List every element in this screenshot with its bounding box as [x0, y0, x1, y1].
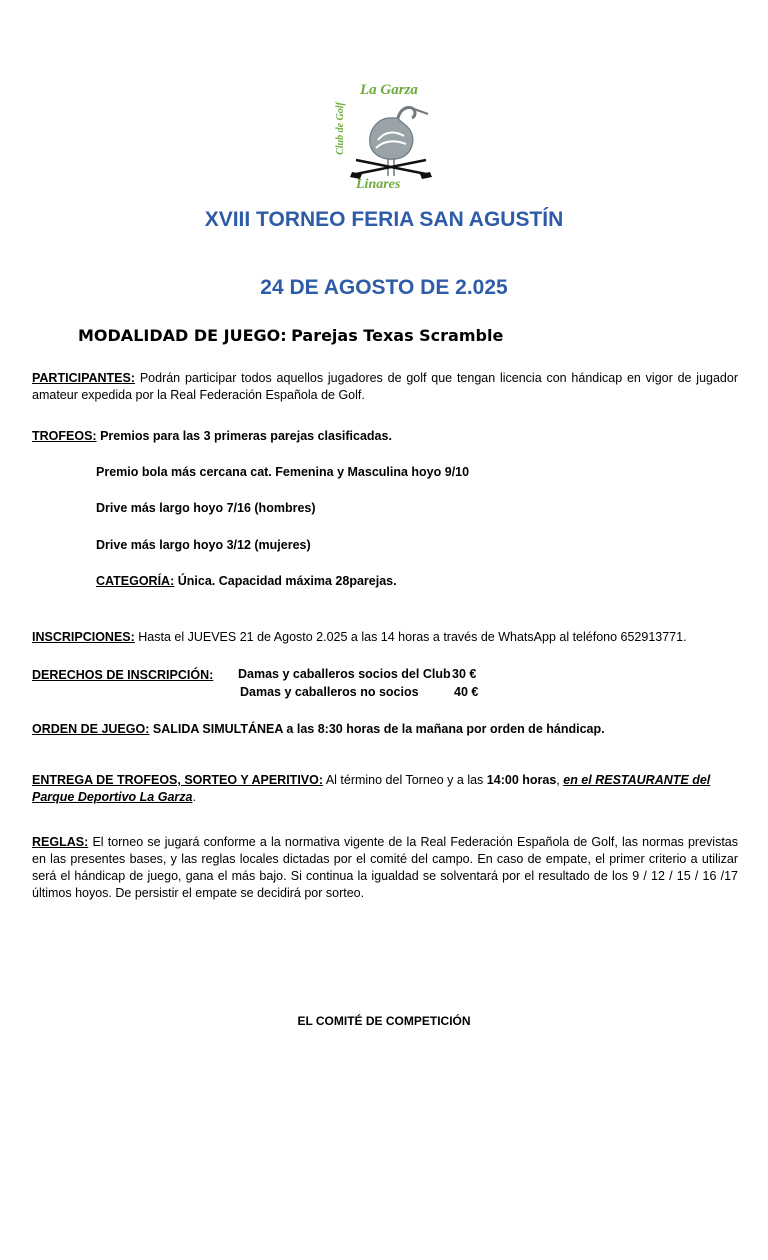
inscripciones-paragraph	[32, 629, 738, 646]
reglas-text: El torneo se jugará conforme a la normativa vigente de la Real Federación Española de Golf, las normas previstas en las presentes bases, y las reglas locales dictadas por el comité del campo. En caso de empate, el primer criterio a utilizar será el hándicap de juego, gana el más bajo. Si continua la igualdad se solventará por el resultado de los 9 / 12 / 15 / 16 /17 últimos hoyos. De persistir el empate se decidirá por sorteo.	[32, 835, 738, 900]
reglas-paragraph	[32, 834, 738, 902]
orden-paragraph	[32, 721, 738, 738]
entrega-comma: ,	[556, 773, 560, 787]
trofeo-item-drive-mujeres: Drive más largo hoyo 3/12 (mujeres)	[96, 538, 311, 552]
categoria-line	[96, 574, 397, 588]
orden-text: SALIDA SIMULTÁNEA a las 8:30 horas de la mañana por orden de hándicap.	[152, 722, 605, 736]
fee-socios-price: 30 €	[452, 667, 477, 681]
tournament-title: XVIII TORNEO FERIA SAN AGUSTÍN	[204, 208, 564, 231]
modalidad-label: MODALIDAD DE JUEGO:	[78, 326, 287, 345]
logo-side-text: Club de Golf	[334, 102, 346, 155]
entrega-text: Al término del Torneo y a las	[325, 773, 484, 787]
tournament-date: 24 DE AGOSTO DE 2.025	[260, 276, 508, 299]
trofeo-item-drive-hombres: Drive más largo hoyo 7/16 (hombres)	[96, 501, 316, 515]
signature-committee: EL COMITÉ DE COMPETICIÓN	[297, 1014, 471, 1028]
entrega-place: en el RESTAURANTE del Parque Deportivo La Garza	[32, 773, 711, 804]
fee-no-socios-label: Damas y caballeros no socios	[240, 685, 419, 699]
entrega-dot: .	[192, 790, 196, 804]
derechos-label: DERECHOS DE INSCRIPCIÓN:	[32, 668, 214, 682]
fee-no-socios-price: 40 €	[454, 685, 479, 699]
participantes-text: Podrán participar todos aquellos jugadores de golf que tengan licencia con hándicap en vigor de jugador amateur expedida por la Real Federación Española de Golf.	[32, 371, 738, 402]
logo-top-text: La Garza	[360, 82, 418, 98]
trofeos-label: TROFEOS:	[32, 429, 97, 443]
entrega-time: 14:00 horas	[486, 773, 557, 787]
logo-bottom-text: Linares	[356, 177, 401, 192]
inscripciones-text: Hasta el JUEVES 21 de Agosto 2.025 a las 14 horas a través de WhatsApp al teléfono 652913771.	[138, 630, 687, 644]
entrega-label: ENTREGA DE TROFEOS, SORTEO Y APERITIVO:	[32, 773, 324, 787]
trofeo-item-bola: Premio bola más cercana cat. Femenina y Masculina hoyo 9/10	[96, 465, 470, 479]
participantes-label: PARTICIPANTES:	[32, 371, 136, 385]
trofeos-text: Premios para las 3 primeras parejas clasificadas.	[100, 429, 392, 443]
entrega-paragraph	[32, 772, 732, 806]
reglas-label: REGLAS:	[32, 835, 89, 849]
orden-label: ORDEN DE JUEGO:	[32, 722, 150, 736]
modalidad-heading	[78, 326, 503, 346]
participantes-paragraph	[32, 370, 738, 404]
modalidad-value: Parejas Texas Scramble	[291, 326, 504, 345]
club-logo	[328, 78, 452, 194]
trofeos-paragraph	[32, 428, 738, 445]
categoria-text: Única. Capacidad máxima 28parejas.	[177, 574, 397, 588]
fee-socios-label: Damas y caballeros socios del Club	[238, 667, 451, 681]
categoria-label: CATEGORÍA:	[96, 574, 175, 588]
inscripciones-label: INSCRIPCIONES:	[32, 630, 135, 644]
